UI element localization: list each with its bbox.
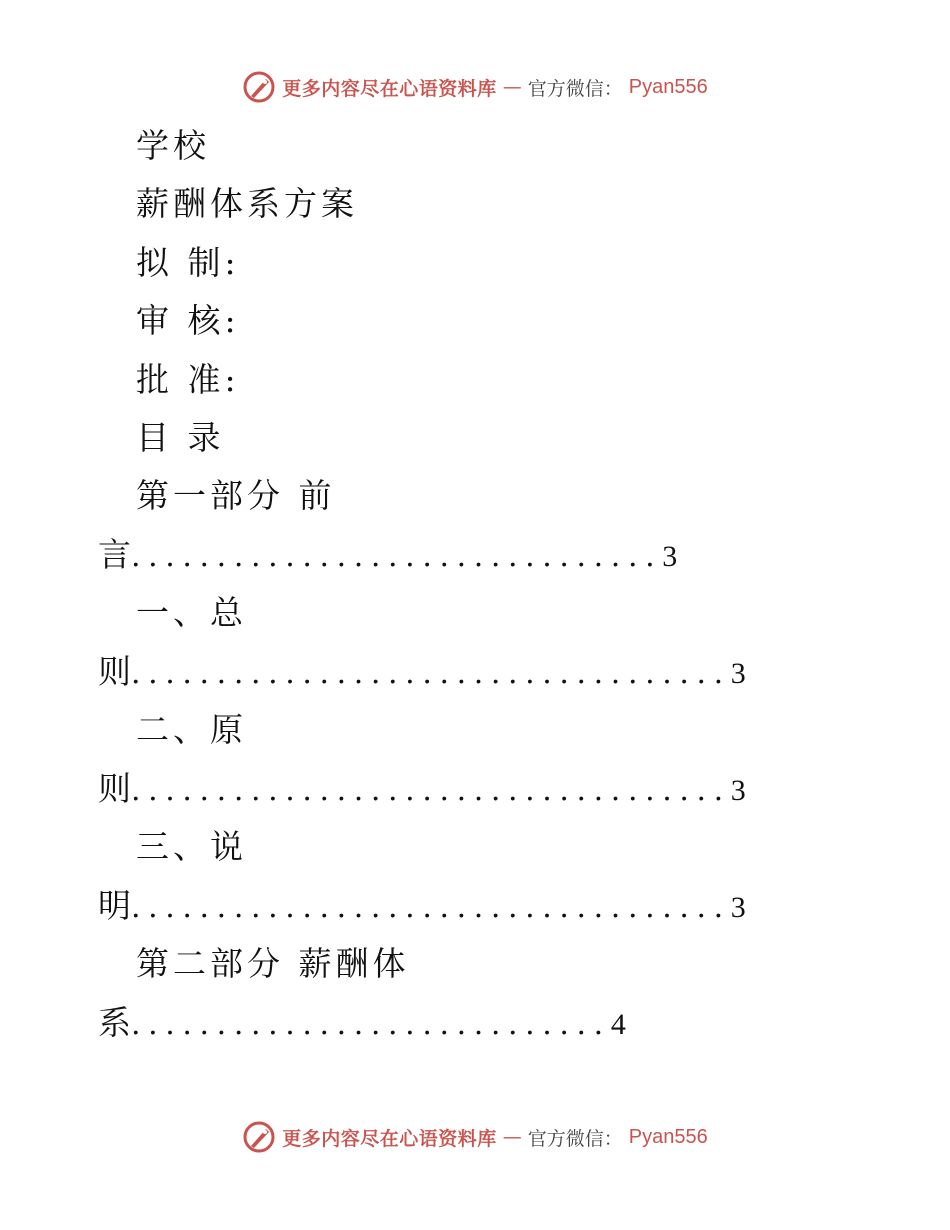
pen-nib-logo-icon	[242, 70, 276, 104]
toc-entry-tail: 明	[98, 886, 131, 925]
toc-entry-head: 第二部分 薪酬体	[136, 944, 410, 983]
toc-entry-head: 第一部分 前	[136, 476, 336, 515]
toc-page-number: 4	[610, 1008, 626, 1041]
toc-leader-dots: ...................................	[131, 773, 731, 808]
banner-wechat-id: Pyan556	[628, 75, 708, 98]
banner-wechat-label: 官方微信：	[527, 1127, 623, 1150]
banner-separator: —	[502, 76, 522, 98]
toc-leader-dots: ...................................	[131, 656, 731, 691]
toc-entry-tail: 系	[98, 1003, 131, 1042]
field-reviewer: 审 核:	[136, 301, 240, 340]
toc-entry-tail: 言	[98, 535, 131, 574]
field-drafter: 拟 制:	[136, 243, 240, 282]
school-label: 学校	[136, 126, 210, 165]
toc-entry-head: 一、总	[136, 593, 247, 632]
toc-page-number: 3	[730, 891, 746, 924]
toc-page-number: 3	[730, 657, 746, 690]
pen-nib-logo-icon	[242, 1120, 276, 1154]
toc-entry-row[interactable]	[98, 535, 677, 577]
toc-entry-head: 三、说	[136, 827, 247, 866]
toc-entry-row[interactable]	[98, 769, 746, 811]
banner-wechat-id: Pyan556	[628, 1125, 708, 1148]
field-approver: 批 准:	[136, 360, 240, 399]
toc-entry-tail: 则	[98, 769, 131, 808]
header-banner	[0, 70, 950, 104]
toc-heading: 目 录	[136, 418, 225, 457]
toc-page-number: 3	[730, 774, 746, 807]
toc-entry-tail: 则	[98, 652, 131, 691]
toc-leader-dots: ............................	[131, 1007, 611, 1042]
toc-leader-dots: ...................................	[131, 890, 731, 925]
document-title: 薪酬体系方案	[136, 184, 358, 223]
banner-main-text: 更多内容尽在心语资料库	[282, 1127, 497, 1150]
toc-entry-row[interactable]	[98, 652, 746, 694]
toc-leader-dots: ...............................	[131, 539, 663, 574]
toc-entry-row[interactable]	[98, 1003, 626, 1045]
banner-main-text: 更多内容尽在心语资料库	[282, 77, 497, 100]
banner-wechat-label: 官方微信：	[527, 77, 623, 100]
toc-entry-head: 二、原	[136, 710, 247, 749]
banner-separator: —	[502, 1126, 522, 1148]
toc-entry-row[interactable]	[98, 886, 746, 928]
footer-banner	[0, 1120, 950, 1154]
toc-page-number: 3	[662, 540, 678, 573]
